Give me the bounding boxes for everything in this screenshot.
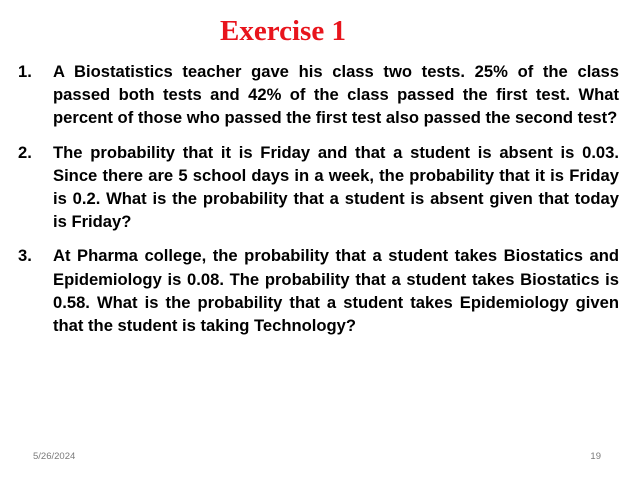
question-item-2 bbox=[18, 141, 619, 234]
footer-date: 5/26/2024 bbox=[33, 451, 76, 462]
question-list bbox=[18, 60, 619, 337]
question-number: 1. bbox=[18, 62, 32, 81]
question-text: A Biostatistics teacher gave his class two tests. 25% of the class passed both tests and 42% of the class passed the first test. What percent of those who passed the first test also passed the second test? bbox=[53, 62, 619, 128]
page-number: 19 bbox=[590, 451, 601, 462]
question-text: The probability that it is Friday and that a student is absent is 0.03. Since there are 5 school days in a week, the probability that it is Friday is 0.2. What is the probability that a student is absent given that today is Friday? bbox=[53, 142, 619, 232]
question-item-1 bbox=[18, 60, 619, 130]
question-text: At Pharma college, the probability that a student takes Biostatics and Epidemiology is 0.08. The probability that a student takes Biostatics is 0.58. What is the probability that a student takes Epidemiology given that the student is taking Technology? bbox=[53, 246, 619, 336]
question-number: 2. bbox=[18, 142, 32, 162]
slide-title: Exercise 1 bbox=[220, 15, 346, 47]
question-number: 3. bbox=[18, 246, 32, 266]
question-item-3 bbox=[18, 244, 619, 337]
